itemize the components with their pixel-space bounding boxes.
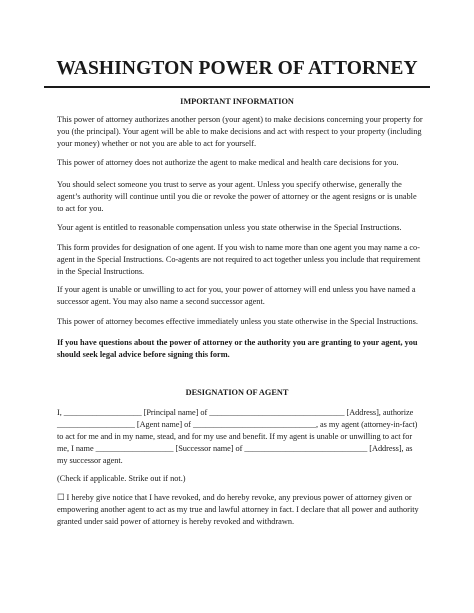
designation-paragraph: I, ___________________ [Principal name] of _________________________________ [Address], authorize ___________________ [Agent name] of ______________________________, as my agent (attorney-in-fact) to act for me and in my name, stead, and for my use and benefit. If my agent is unable or unwilling to act for me, I name ___________________ [Successor name] of ______________________________ [Address], as my successor agent. <box>57 408 418 465</box>
revocation-paragraph: ☐ I hereby give notice that I have revoked, and do hereby revoke, any previous power of attorney given or empowering another agent to act as my true and lawful attorney in fact. I declare that all power and authority granted under said power of attorney is hereby revoked and withdrawn. <box>57 493 419 526</box>
important-information-heading: IMPORTANT INFORMATION <box>180 97 294 106</box>
designation-of-agent-heading: DESIGNATION OF AGENT <box>185 388 289 397</box>
document-title: WASHINGTON POWER OF ATTORNEY <box>56 58 418 79</box>
title-underline <box>44 86 430 88</box>
paragraph-effective: This power of attorney becomes effective immediately unless you state otherwise in the Special Instructions. <box>57 317 418 326</box>
paragraph-co-agent: This form provides for designation of one agent. If you wish to name more than one agent you may name a co-agent in the Special Instructions. Co-agents are not required to act together unless you include that requirement in the Special Instructions. <box>57 243 421 276</box>
check-applicable-note: (Check if applicable. Strike out if not.) <box>57 474 186 483</box>
paragraph-successor-agent: If your agent is unable or unwilling to act for you, your power of attorney will end unless you have named a successor agent. You may also name a second successor agent. <box>57 285 416 306</box>
paragraph-select-agent: You should select someone you trust to serve as your agent. Unless you specify otherwise, generally the agent’s authority will continue until you die or revoke the power of attorney or the agent resigns or is unable to act for you. <box>57 180 417 213</box>
paragraph-compensation: Your agent is entitled to reasonable compensation unless you state otherwise in the Special Instructions. <box>57 223 402 232</box>
legal-advice-notice: If you have questions about the power of attorney or the authority you are granting to your agent, you should seek legal advice before signing this form. <box>57 338 418 359</box>
paragraph-authorization: This power of attorney authorizes another person (your agent) to make decisions concerning your property for you (the principal). Your agent will be able to make decisions and act with respect to your property (including your money) whether or not you are able to act for yourself. <box>57 115 423 148</box>
paragraph-no-health-care: This power of attorney does not authorize the agent to make medical and health care decisions for you. <box>57 158 399 167</box>
